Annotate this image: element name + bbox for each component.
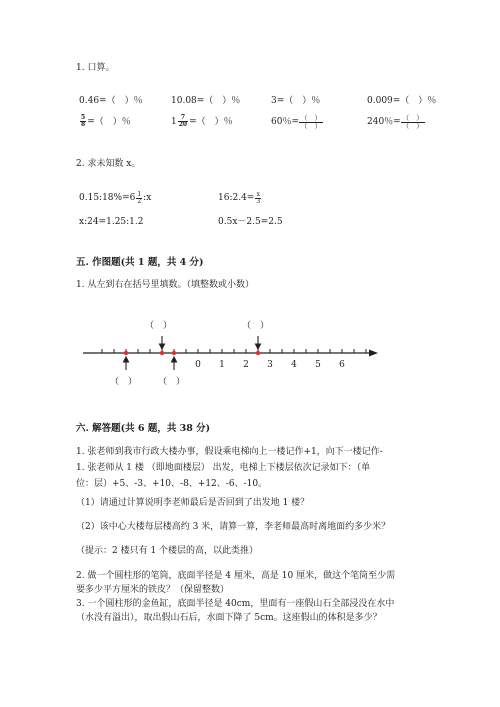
tick-label: 2	[243, 360, 249, 370]
down-arrow-icon	[256, 344, 261, 349]
tick-label: 5	[315, 360, 321, 370]
answer-blank: （ ）	[145, 321, 173, 331]
tick-label: 6	[339, 360, 345, 370]
problem-2-line: 要多少平方厘米的铁皮？（保留整数）	[76, 585, 230, 595]
oral-item-3: 3=（ ）％	[271, 96, 321, 106]
problem-1-line: 1. 张老师到我市行政大楼办事，假设乘电梯向上一楼记作+1，向下一楼记作-	[76, 447, 383, 457]
point-marker	[172, 351, 176, 355]
oral-item-5: $\frac{5}{8}$ =（ ）％	[81, 114, 131, 128]
problem-3-line: （水没有溢出），取出假山石后，水面下降了 5cm。这座假山的体积是多少？	[76, 613, 382, 623]
down-arrow-icon	[160, 344, 165, 349]
up-arrow-icon	[124, 357, 129, 362]
equation-4: 0.5x－2.5=2.5	[218, 217, 283, 227]
fraction: $\frac{x}{3}$	[256, 191, 261, 205]
tick-label: 1	[219, 360, 225, 370]
point-marker	[160, 351, 164, 355]
equation-1: 0.15:18%=6 $\frac{1}{2}$ :x	[79, 191, 152, 205]
problem-1-line: 位：层）+5、-3、+10、-8、+12、-6、-10。	[76, 479, 268, 489]
up-arrow-icon	[172, 357, 177, 362]
answer-blank: （ ）	[242, 321, 270, 331]
answer-blank: （ ）	[110, 377, 138, 387]
blank-fraction: （ ） （ ）	[402, 114, 424, 130]
fraction: $\frac{1}{2}$	[137, 191, 142, 205]
problem-3-line: 3. 一个圆柱形的金鱼缸，底面半径是 40cm，里面有一座假山石全部浸没在水中	[76, 599, 395, 609]
oral-item-1: 0.46=（ ）％	[79, 96, 143, 106]
point-marker	[124, 351, 128, 355]
question-2-title: 2. 求未知数 x。	[76, 159, 141, 169]
section-6-heading: 六. 解答题(共 6 题，共 38 分)	[76, 423, 211, 434]
number-line	[83, 336, 378, 370]
tick-label: 0	[195, 360, 201, 370]
blank-fraction: （ ） （ ）	[300, 114, 322, 130]
oral-item-4: 0.009=（ ）％	[367, 96, 437, 106]
point-marker	[256, 351, 260, 355]
problem-1-subquestion-1: （1）请通过计算说明李老师最后是否回到了出发地 1 楼？	[76, 498, 310, 508]
oral-item-7: 60％= （ ） （ ）	[271, 114, 322, 130]
question-1-title: 1. 口算。	[76, 63, 115, 73]
oral-item-2: 10.08=（ ）％	[171, 96, 241, 106]
answer-blank: （ ）	[158, 377, 186, 387]
tick-label: 3	[267, 360, 273, 370]
fraction: $\frac{7}{20}$	[178, 114, 188, 128]
oral-item-6: 1 $\frac{7}{20}$ =（ ）％	[171, 114, 233, 128]
problem-2-line: 2. 做一个圆柱形的笔筒，底面半径是 4 厘米，高是 10 厘米，做这个笔筒至少需	[76, 571, 396, 581]
oral-item-8: 240％= （ ） （ ）	[367, 114, 424, 130]
tick-label: 4	[291, 360, 297, 370]
problem-1-line: 1. 张老师从 1 楼 （即地面楼层） 出发，电梯上下楼层依次记录如下：（单	[76, 463, 371, 473]
equation-3: x:24=1.25:1.2	[79, 217, 144, 227]
fraction: $\frac{5}{8}$	[81, 114, 86, 128]
problem-1-subquestion-2: （2）该中心大楼每层楼高约 3 米，请算一算，李老师最高时离地面约多少米？	[76, 522, 391, 532]
equation-2: 16:2.4= $\frac{x}{3}$	[218, 191, 261, 205]
section-5-heading: 五. 作图题(共 1 题，共 4 分)	[76, 257, 204, 268]
section-5-question-1: 1. 从左到右在括号里填数。（填整数或小数）	[76, 280, 254, 290]
axis-arrow-head	[369, 350, 378, 357]
problem-1-hint: （提示：2 楼只有 1 个楼层的高，以此类推）	[76, 546, 259, 556]
